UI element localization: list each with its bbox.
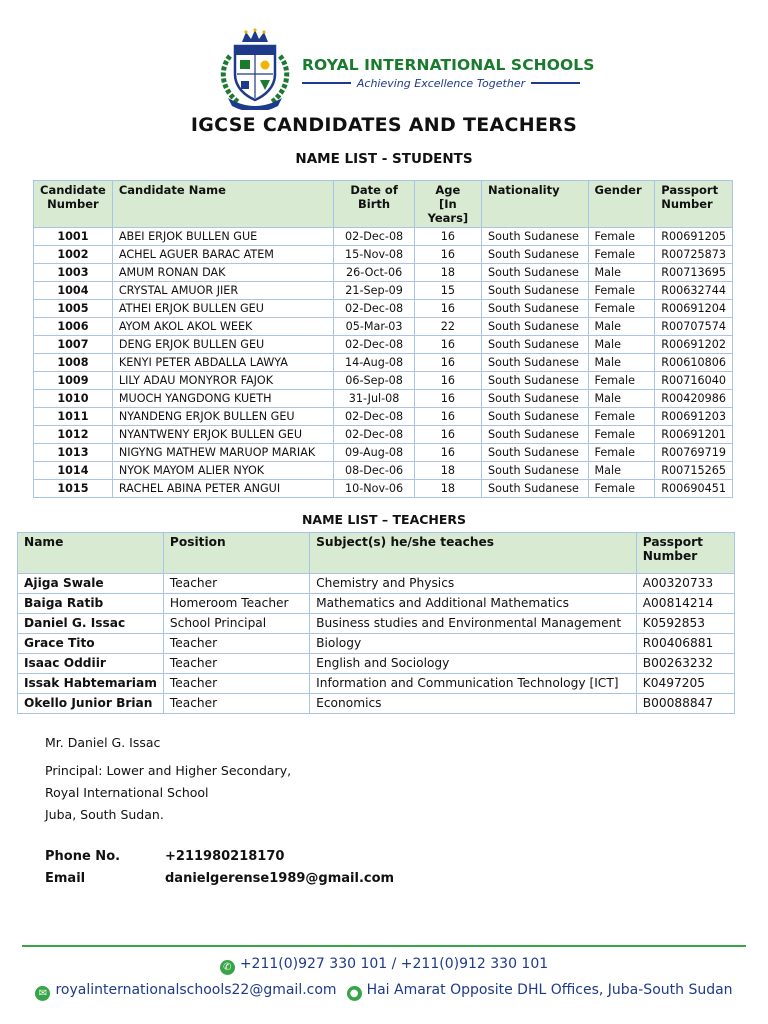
cell-candidate-name: DENG ERJOK BULLEN GEU: [112, 336, 334, 354]
email-row: [45, 871, 394, 886]
cell-teacher-passport: A00814214: [636, 594, 734, 614]
student-row: [34, 372, 733, 390]
cell-teacher-name: Okello Junior Brian: [18, 694, 164, 714]
cell-passport-number: R00691203: [655, 408, 733, 426]
signatory-title-line3: Juba, South Sudan.: [45, 807, 164, 822]
cell-nationality: South Sudanese: [482, 426, 588, 444]
school-header: [216, 26, 595, 110]
cell-date-of-birth: 02-Dec-08: [334, 300, 414, 318]
cell-subjects: Economics: [310, 694, 637, 714]
tagline-rule-right: [531, 82, 580, 84]
student-row: [34, 408, 733, 426]
students-section-title: NAME LIST - STUDENTS: [295, 151, 473, 167]
col-teacher-passport: Passport Number: [636, 533, 734, 574]
col-passport-number: Passport Number: [655, 181, 733, 228]
cell-teacher-passport: B00263232: [636, 654, 734, 674]
cell-age: 22: [414, 318, 481, 336]
cell-date-of-birth: 09-Aug-08: [334, 444, 414, 462]
cell-nationality: South Sudanese: [482, 462, 588, 480]
cell-position: Teacher: [163, 634, 309, 654]
cell-passport-number: R00632744: [655, 282, 733, 300]
teacher-row: [18, 614, 735, 634]
footer-address: Hai Amarat Opposite DHL Offices, Juba-South Sudan: [366, 982, 733, 998]
students-header-row: [34, 181, 733, 228]
students-table-body: [34, 228, 733, 498]
cell-nationality: South Sudanese: [482, 372, 588, 390]
cell-passport-number: R00610806: [655, 354, 733, 372]
cell-candidate-number: 1015: [34, 480, 113, 498]
cell-gender: Female: [588, 480, 655, 498]
cell-candidate-name: NIGYNG MATHEW MARUOP MARIAK: [112, 444, 334, 462]
student-row: [34, 390, 733, 408]
student-row: [34, 336, 733, 354]
cell-position: Teacher: [163, 674, 309, 694]
cell-passport-number: R00420986: [655, 390, 733, 408]
cell-gender: Female: [588, 444, 655, 462]
whatsapp-icon: ✆: [220, 960, 235, 975]
cell-date-of-birth: 02-Dec-08: [334, 336, 414, 354]
cell-gender: Female: [588, 408, 655, 426]
signatory-title-line1: Principal: Lower and Higher Secondary,: [45, 763, 292, 778]
cell-gender: Male: [588, 318, 655, 336]
location-pin-icon: ●: [347, 986, 362, 1001]
cell-teacher-name: Baiga Ratib: [18, 594, 164, 614]
student-row: [34, 444, 733, 462]
col-candidate-name: Candidate Name: [112, 181, 334, 228]
cell-age: 18: [414, 462, 481, 480]
cell-candidate-name: RACHEL ABINA PETER ANGUI: [112, 480, 334, 498]
teacher-row: [18, 634, 735, 654]
cell-age: 16: [414, 336, 481, 354]
cell-teacher-name: Ajiga Swale: [18, 574, 164, 594]
cell-passport-number: R00691202: [655, 336, 733, 354]
document-title: IGCSE CANDIDATES AND TEACHERS: [190, 114, 578, 136]
cell-gender: Female: [588, 372, 655, 390]
cell-subjects: Information and Communication Technology [ICT]: [310, 674, 637, 694]
cell-nationality: South Sudanese: [482, 246, 588, 264]
student-row: [34, 480, 733, 498]
cell-passport-number: R00707574: [655, 318, 733, 336]
cell-candidate-name: ABEI ERJOK BULLEN GUE: [112, 228, 334, 246]
cell-candidate-name: ATHEI ERJOK BULLEN GEU: [112, 300, 334, 318]
cell-gender: Female: [588, 426, 655, 444]
col-teacher-name: Name: [18, 533, 164, 574]
cell-date-of-birth: 15-Nov-08: [334, 246, 414, 264]
cell-date-of-birth: 10-Nov-06: [334, 480, 414, 498]
cell-position: Teacher: [163, 574, 309, 594]
cell-gender: Male: [588, 354, 655, 372]
email-value[interactable]: danielgerense1989@gmail.com: [165, 871, 395, 886]
cell-age: 16: [414, 444, 481, 462]
cell-gender: Male: [588, 462, 655, 480]
signatory-title-line2: Royal International School: [45, 785, 209, 800]
cell-nationality: South Sudanese: [482, 336, 588, 354]
cell-candidate-number: 1006: [34, 318, 113, 336]
cell-candidate-number: 1014: [34, 462, 113, 480]
cell-nationality: South Sudanese: [482, 282, 588, 300]
cell-date-of-birth: 14-Aug-08: [334, 354, 414, 372]
student-row: [34, 354, 733, 372]
student-row: [34, 228, 733, 246]
cell-subjects: Chemistry and Physics: [310, 574, 637, 594]
cell-age: 16: [414, 372, 481, 390]
cell-gender: Female: [588, 246, 655, 264]
cell-position: School Principal: [163, 614, 309, 634]
cell-age: 18: [414, 480, 481, 498]
teachers-header-row: [18, 533, 735, 574]
cell-candidate-name: NYANTWENY ERJOK BULLEN GEU: [112, 426, 334, 444]
cell-nationality: South Sudanese: [482, 354, 588, 372]
tagline: Achieving Excellence Together: [356, 76, 526, 90]
cell-subjects: Biology: [310, 634, 637, 654]
footer-phones-row: [0, 956, 768, 975]
col-age: Age [In Years]: [414, 181, 481, 228]
cell-age: 16: [414, 228, 481, 246]
teacher-row: [18, 594, 735, 614]
cell-teacher-name: Grace Tito: [18, 634, 164, 654]
cell-candidate-number: 1005: [34, 300, 113, 318]
cell-nationality: South Sudanese: [482, 228, 588, 246]
cell-age: 16: [414, 246, 481, 264]
cell-teacher-passport: K0592853: [636, 614, 734, 634]
phone-row: [45, 849, 284, 864]
cell-candidate-number: 1013: [34, 444, 113, 462]
student-row: [34, 462, 733, 480]
cell-teacher-passport: R00406881: [636, 634, 734, 654]
cell-candidate-number: 1007: [34, 336, 113, 354]
col-candidate-number: Candidate Number: [34, 181, 113, 228]
cell-passport-number: R00713695: [655, 264, 733, 282]
cell-candidate-number: 1001: [34, 228, 113, 246]
cell-age: 16: [414, 426, 481, 444]
cell-passport-number: R00691204: [655, 300, 733, 318]
cell-passport-number: R00769719: [655, 444, 733, 462]
footer-phones: +211(0)927 330 101 / +211(0)912 330 101: [239, 956, 549, 972]
cell-date-of-birth: 08-Dec-06: [334, 462, 414, 480]
cell-position: Teacher: [163, 694, 309, 714]
cell-teacher-passport: A00320733: [636, 574, 734, 594]
cell-candidate-number: 1008: [34, 354, 113, 372]
student-row: [34, 264, 733, 282]
cell-date-of-birth: 05-Mar-03: [334, 318, 414, 336]
cell-passport-number: R00716040: [655, 372, 733, 390]
student-row: [34, 426, 733, 444]
tagline-rule-left: [302, 82, 351, 84]
cell-teacher-passport: K0497205: [636, 674, 734, 694]
cell-candidate-name: MUOCH YANGDONG KUETH: [112, 390, 334, 408]
cell-subjects: Mathematics and Additional Mathematics: [310, 594, 637, 614]
cell-date-of-birth: 06-Sep-08: [334, 372, 414, 390]
cell-passport-number: R00691201: [655, 426, 733, 444]
cell-candidate-number: 1011: [34, 408, 113, 426]
cell-gender: Female: [588, 300, 655, 318]
cell-age: 16: [414, 390, 481, 408]
cell-candidate-name: AYOM AKOL AKOL WEEK: [112, 318, 334, 336]
cell-candidate-number: 1002: [34, 246, 113, 264]
cell-age: 16: [414, 354, 481, 372]
cell-date-of-birth: 02-Dec-08: [334, 426, 414, 444]
cell-candidate-name: ACHEL AGUER BARAC ATEM: [112, 246, 334, 264]
col-position: Position: [163, 533, 309, 574]
cell-nationality: South Sudanese: [482, 300, 588, 318]
cell-candidate-name: CRYSTAL AMUOR JIER: [112, 282, 334, 300]
school-crest-logo: [216, 26, 294, 110]
teachers-section-title: NAME LIST – TEACHERS: [301, 512, 467, 527]
cell-passport-number: R00725873: [655, 246, 733, 264]
cell-candidate-name: KENYI PETER ABDALLA LAWYA: [112, 354, 334, 372]
cell-date-of-birth: 02-Dec-08: [334, 408, 414, 426]
teacher-row: [18, 694, 735, 714]
teachers-table: [17, 532, 735, 714]
cell-gender: Male: [588, 264, 655, 282]
col-nationality: Nationality: [482, 181, 588, 228]
school-name: ROYAL INTERNATIONAL SCHOOLS: [302, 56, 595, 74]
cell-teacher-name: Issak Habtemariam: [18, 674, 164, 694]
tagline-row: [302, 76, 580, 90]
cell-candidate-name: NYANDENG ERJOK BULLEN GEU: [112, 408, 334, 426]
cell-position: Homeroom Teacher: [163, 594, 309, 614]
teacher-row: [18, 674, 735, 694]
signatory-name: Mr. Daniel G. Issac: [45, 735, 161, 750]
cell-gender: Female: [588, 228, 655, 246]
cell-date-of-birth: 21-Sep-09: [334, 282, 414, 300]
cell-nationality: South Sudanese: [482, 408, 588, 426]
cell-passport-number: R00691205: [655, 228, 733, 246]
cell-age: 18: [414, 264, 481, 282]
footer-contact-row: [0, 982, 768, 1001]
col-date-of-birth: Date of Birth: [334, 181, 414, 228]
cell-teacher-name: Isaac Oddiir: [18, 654, 164, 674]
email-icon: ✉: [35, 986, 50, 1001]
cell-passport-number: R00715265: [655, 462, 733, 480]
cell-candidate-number: 1004: [34, 282, 113, 300]
cell-candidate-number: 1003: [34, 264, 113, 282]
cell-nationality: South Sudanese: [482, 264, 588, 282]
cell-age: 16: [414, 300, 481, 318]
student-row: [34, 282, 733, 300]
footer-email[interactable]: royalinternationalschools22@gmail.com: [55, 982, 337, 998]
cell-nationality: South Sudanese: [482, 390, 588, 408]
footer-divider: [22, 945, 746, 947]
phone-value: +211980218170: [165, 849, 285, 864]
cell-age: 16: [414, 408, 481, 426]
cell-teacher-name: Daniel G. Issac: [18, 614, 164, 634]
cell-candidate-number: 1010: [34, 390, 113, 408]
cell-nationality: South Sudanese: [482, 480, 588, 498]
student-row: [34, 318, 733, 336]
cell-age: 15: [414, 282, 481, 300]
col-subjects: Subject(s) he/she teaches: [310, 533, 637, 574]
cell-candidate-name: AMUM RONAN DAK: [112, 264, 334, 282]
student-row: [34, 300, 733, 318]
col-gender: Gender: [588, 181, 655, 228]
phone-label: Phone No.: [45, 849, 121, 864]
cell-nationality: South Sudanese: [482, 444, 588, 462]
cell-subjects: English and Sociology: [310, 654, 637, 674]
cell-date-of-birth: 02-Dec-08: [334, 228, 414, 246]
cell-candidate-name: LILY ADAU MONYROR FAJOK: [112, 372, 334, 390]
cell-subjects: Business studies and Environmental Management: [310, 614, 637, 634]
email-label: Email: [45, 871, 86, 886]
teacher-row: [18, 654, 735, 674]
cell-date-of-birth: 31-Jul-08: [334, 390, 414, 408]
cell-gender: Male: [588, 390, 655, 408]
cell-position: Teacher: [163, 654, 309, 674]
students-table: [33, 180, 733, 498]
cell-candidate-number: 1009: [34, 372, 113, 390]
cell-gender: Male: [588, 336, 655, 354]
teacher-row: [18, 574, 735, 594]
cell-candidate-name: NYOK MAYOM ALIER NYOK: [112, 462, 334, 480]
cell-gender: Female: [588, 282, 655, 300]
cell-candidate-number: 1012: [34, 426, 113, 444]
teachers-table-body: [18, 574, 735, 714]
cell-teacher-passport: B00088847: [636, 694, 734, 714]
cell-passport-number: R00690451: [655, 480, 733, 498]
cell-date-of-birth: 26-Oct-06: [334, 264, 414, 282]
student-row: [34, 246, 733, 264]
cell-nationality: South Sudanese: [482, 318, 588, 336]
